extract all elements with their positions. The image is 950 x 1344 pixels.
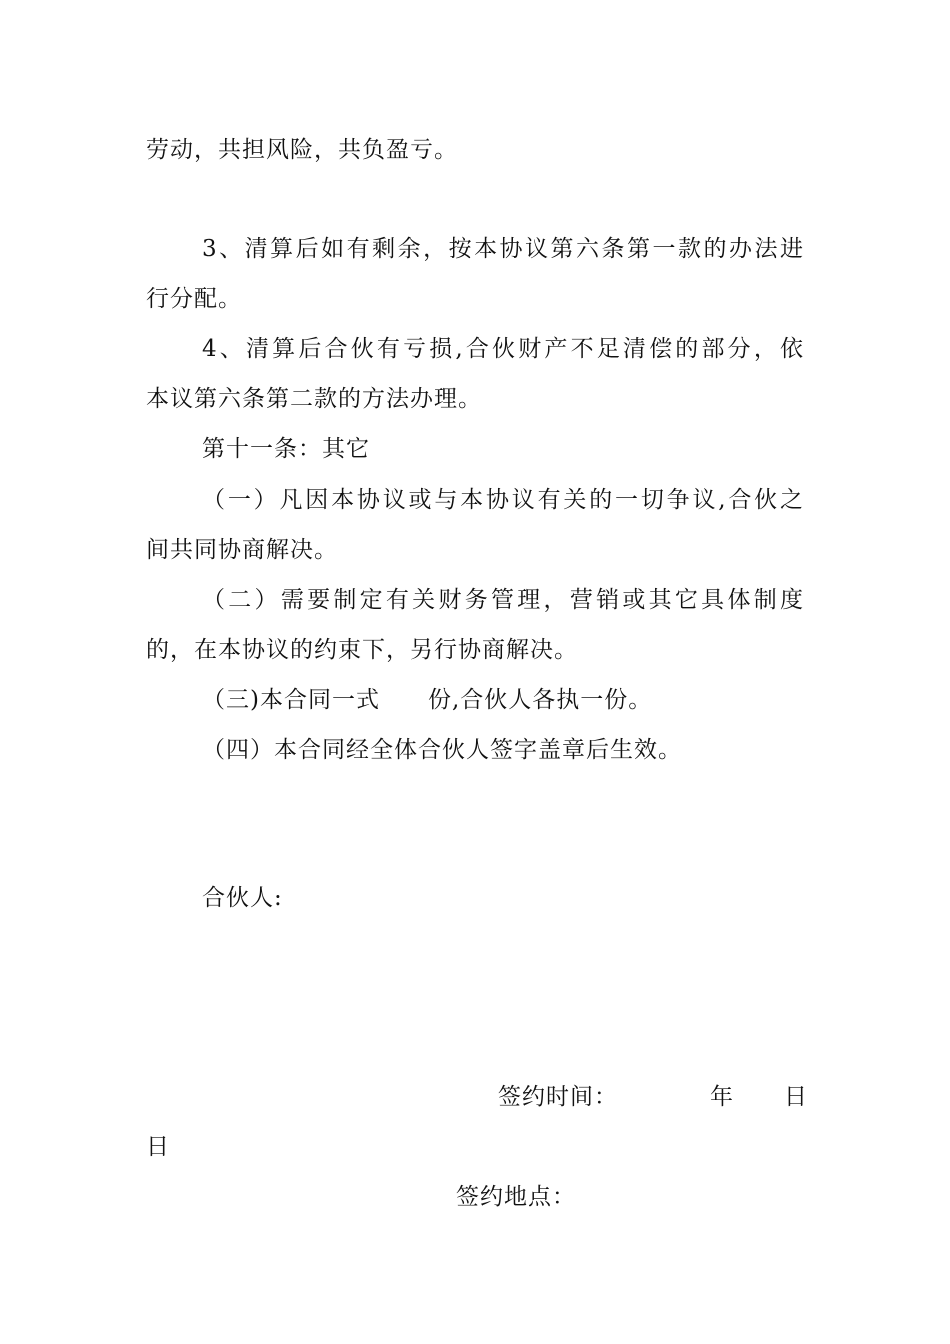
paragraph-line-4: 4、清算后合伙有亏损,合伙财产不足清偿的部分，依 [202, 336, 804, 362]
paragraph-line-2: 3、清算后如有剩余，按本协议第六条第一款的办法进 [202, 236, 804, 262]
paragraph-line-7: （一）凡因本协议或与本协议有关的一切争议,合伙之 [202, 487, 804, 513]
year-label: 年 [710, 1084, 734, 1110]
sign-time-label: 签约时间： [498, 1084, 618, 1110]
paragraph-line-11: （三)本合同一式 份,合伙人各执一份。 [202, 687, 653, 713]
month-day-label: 日 [784, 1084, 808, 1110]
day-label: 日 [146, 1134, 170, 1160]
paragraph-line-8: 间共同协商解决。 [146, 537, 338, 563]
paragraph-line-12: （四）本合同经全体合伙人签字盖章后生效。 [202, 737, 682, 763]
paragraph-line-1: 劳动，共担风险，共负盈亏。 [146, 137, 458, 163]
paragraph-line-3: 行分配。 [146, 286, 242, 312]
paragraph-line-10: 的，在本协议的约束下，另行协商解决。 [146, 637, 578, 663]
paragraph-line-5: 本议第六条第二款的方法办理。 [146, 386, 482, 412]
partners-label: 合伙人: [202, 885, 283, 911]
sign-place-label: 签约地点： [456, 1184, 576, 1210]
paragraph-line-9: （二）需要制定有关财务管理，营销或其它具体制度 [202, 587, 804, 613]
section-heading-article-11: 第十一条：其它 [202, 436, 370, 462]
